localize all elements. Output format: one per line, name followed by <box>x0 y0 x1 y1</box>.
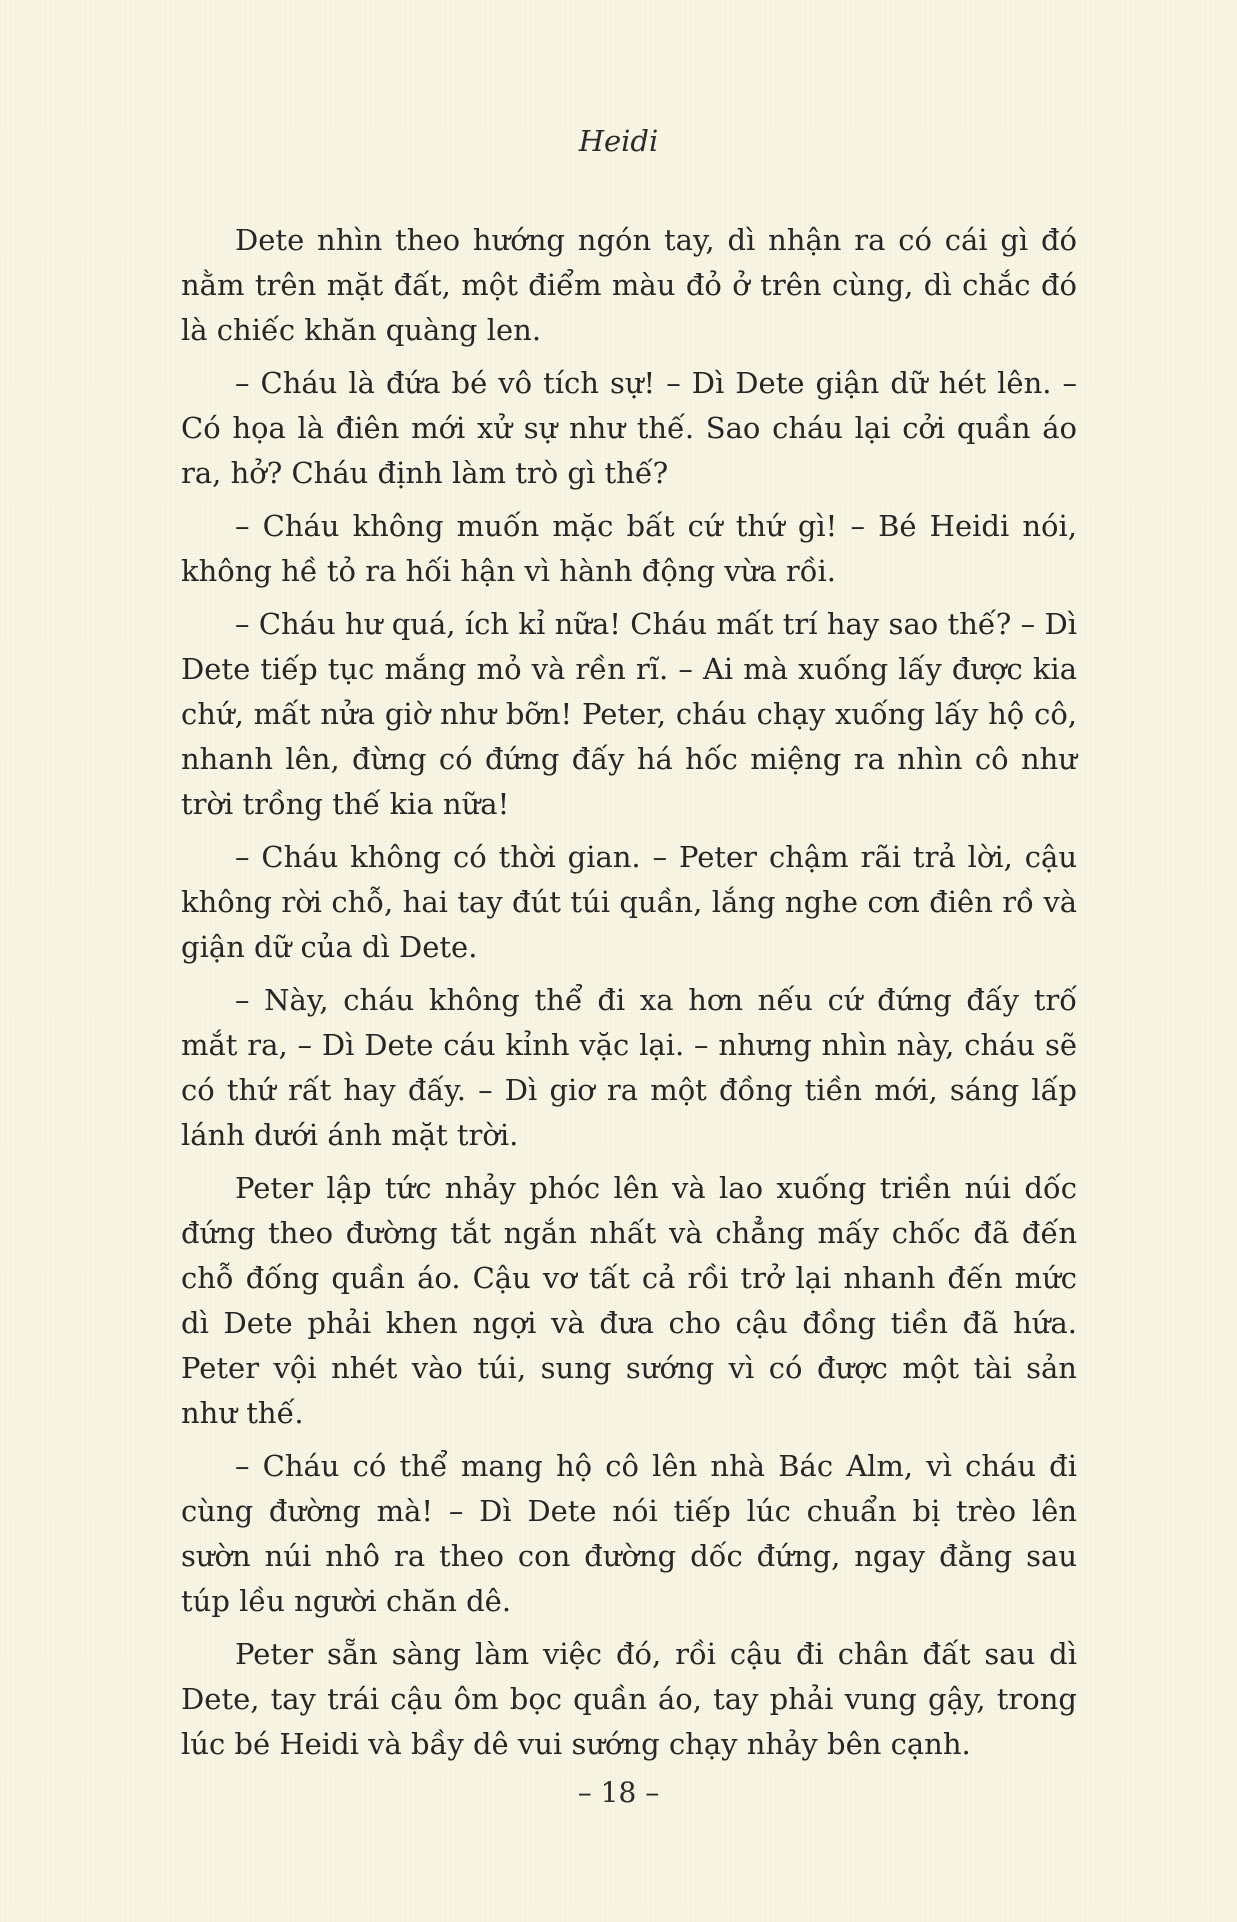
paragraph: Peter lập tức nhảy phóc lên và lao xuống triền núi dốc đứng theo đường tắt ngắn nhất và chẳng mấy chốc đã đến chỗ đống quần áo. Cậu vơ tất cả rồi trở lại nhanh đến mức dì Dete phải khen ngợi và đưa cho cậu đồng tiền đã hứa. Peter vội nhét vào túi, sung sướng vì có được một tài sản như thế. <box>181 1171 1077 1430</box>
page-number: – 18 – <box>577 1776 660 1809</box>
paragraph: – Này, cháu không thể đi xa hơn nếu cứ đứng đấy trố mắt ra, – Dì Dete cáu kỉnh vặc lại. – nhưng nhìn này, cháu sẽ có thứ rất hay đấy. – Dì giơ ra một đồng tiền mới, sáng lấp lánh dưới ánh mặt trời. <box>181 983 1077 1152</box>
paragraph: – Cháu không có thời gian. – Peter chậm rãi trả lời, cậu không rời chỗ, hai tay đút túi quần, lắng nghe cơn điên rồ và giận dữ của dì Dete. <box>181 840 1077 964</box>
body-text <box>181 218 1077 1775</box>
paragraph: – Cháu không muốn mặc bất cứ thứ gì! – Bé Heidi nói, không hề tỏ ra hối hận vì hành động vừa rồi. <box>181 509 1077 588</box>
paragraph: – Cháu là đứa bé vô tích sự! – Dì Dete giận dữ hét lên. – Có họa là điên mới xử sự như thế. Sao cháu lại cởi quần áo ra, hở? Cháu định làm trò gì thế? <box>181 366 1077 490</box>
paragraph: – Cháu có thể mang hộ cô lên nhà Bác Alm, vì cháu đi cùng đường mà! – Dì Dete nói tiếp lúc chuẩn bị trèo lên sườn núi nhô ra theo con đường dốc đứng, ngay đằng sau túp lều người chăn dê. <box>181 1449 1077 1618</box>
running-title: Heidi <box>578 124 659 158</box>
paragraph: Dete nhìn theo hướng ngón tay, dì nhận ra có cái gì đó nằm trên mặt đất, một điểm màu đỏ ở trên cùng, dì chắc đó là chiếc khăn quàng len. <box>181 223 1077 347</box>
paragraph: – Cháu hư quá, ích kỉ nữa! Cháu mất trí hay sao thế? – Dì Dete tiếp tục mắng mỏ và rền rĩ. – Ai mà xuống lấy được kia chứ, mất nửa giờ như bỡn! Peter, cháu chạy xuống lấy hộ cô, nhanh lên, đừng có đứng đấy há hốc miệng ra nhìn cô như trời trồng thế kia nữa! <box>181 607 1077 821</box>
paragraph: Peter sẵn sàng làm việc đó, rồi cậu đi chân đất sau dì Dete, tay trái cậu ôm bọc quần áo, tay phải vung gậy, trong lúc bé Heidi và bầy dê vui sướng chạy nhảy bên cạnh. <box>181 1637 1077 1761</box>
